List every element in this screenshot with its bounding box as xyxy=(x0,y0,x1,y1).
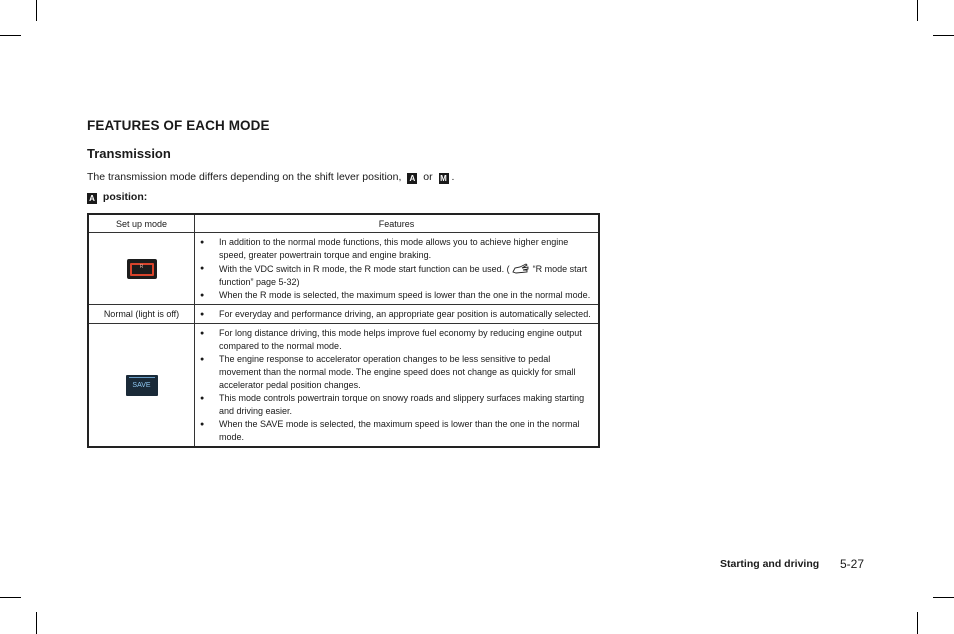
column-header-features: Features xyxy=(195,214,600,233)
crop-mark xyxy=(36,0,37,21)
r-mode-icon-text: R xyxy=(139,263,144,270)
crop-mark xyxy=(0,35,21,36)
mode-cell xyxy=(88,233,195,305)
crop-mark xyxy=(933,35,954,36)
ref-text-after: “R mode start function” page 5-32) xyxy=(219,264,588,287)
list-item: ● For long distance driving, this mode helps improve fuel economy by reducing engine output compared to the normal mode. xyxy=(195,327,594,353)
features-cell xyxy=(195,324,600,448)
crop-mark xyxy=(0,597,21,598)
crop-mark xyxy=(933,597,954,598)
mode-cell xyxy=(88,324,195,448)
save-mode-button-icon xyxy=(126,375,158,396)
list-item: ● For everyday and performance driving, an appropriate gear position is automatically selected. xyxy=(195,308,594,321)
features-cell xyxy=(195,305,600,324)
list-item: ● The engine response to accelerator operation changes to be less sensitive to pedal movement than the normal mode. The engine speed does not change as quickly for small accelerator pedal position changes. xyxy=(195,353,594,392)
intro-period: . xyxy=(451,171,455,183)
intro-text: The transmission mode differs depending on the shift lever position, xyxy=(87,171,402,183)
subsection-heading: Transmission xyxy=(87,146,171,161)
position-label-text: position: xyxy=(102,191,148,203)
list-item xyxy=(195,262,594,289)
intro-or: or xyxy=(423,171,433,183)
position-a-badge: A xyxy=(87,193,97,204)
position-m-badge: M xyxy=(440,174,447,183)
table-row xyxy=(88,305,599,324)
ref-text-before: With the VDC switch in R mode, the R mode start function can be used. ( xyxy=(219,264,510,274)
list-item: ● When the SAVE mode is selected, the maximum speed is lower than the one in the normal mode. xyxy=(195,418,594,444)
section-heading: FEATURES OF EACH MODE xyxy=(87,118,270,133)
r-mode-button-icon xyxy=(127,259,157,279)
column-header-setup-mode: Set up mode xyxy=(88,214,195,233)
mode-cell: Normal (light is off) xyxy=(88,305,195,324)
page-number: 5-27 xyxy=(840,557,865,571)
features-cell xyxy=(195,233,600,305)
crop-mark xyxy=(917,0,918,21)
position-a-badge: A xyxy=(407,173,417,184)
list-item: ● This mode controls powertrain torque on snowy roads and slippery surfaces making starting and driving easier. xyxy=(195,392,594,418)
table-row xyxy=(88,324,599,448)
table-row xyxy=(88,233,599,305)
list-item: ● In addition to the normal mode functions, this mode allows you to achieve higher engine speed, greater powertrain torque and engine braking. xyxy=(195,236,594,262)
crop-mark xyxy=(36,612,37,634)
reference-hand-icon xyxy=(512,262,530,274)
list-item: ● When the R mode is selected, the maximum speed is lower than the one in the normal mode. xyxy=(195,289,594,302)
position-label xyxy=(87,191,147,204)
modes-table xyxy=(87,213,600,448)
intro-paragraph xyxy=(87,171,454,184)
footer-section-title: Starting and driving xyxy=(720,558,820,570)
table-header-row xyxy=(88,214,599,233)
crop-mark xyxy=(917,612,918,634)
save-icon-text: SAVE xyxy=(132,381,151,389)
